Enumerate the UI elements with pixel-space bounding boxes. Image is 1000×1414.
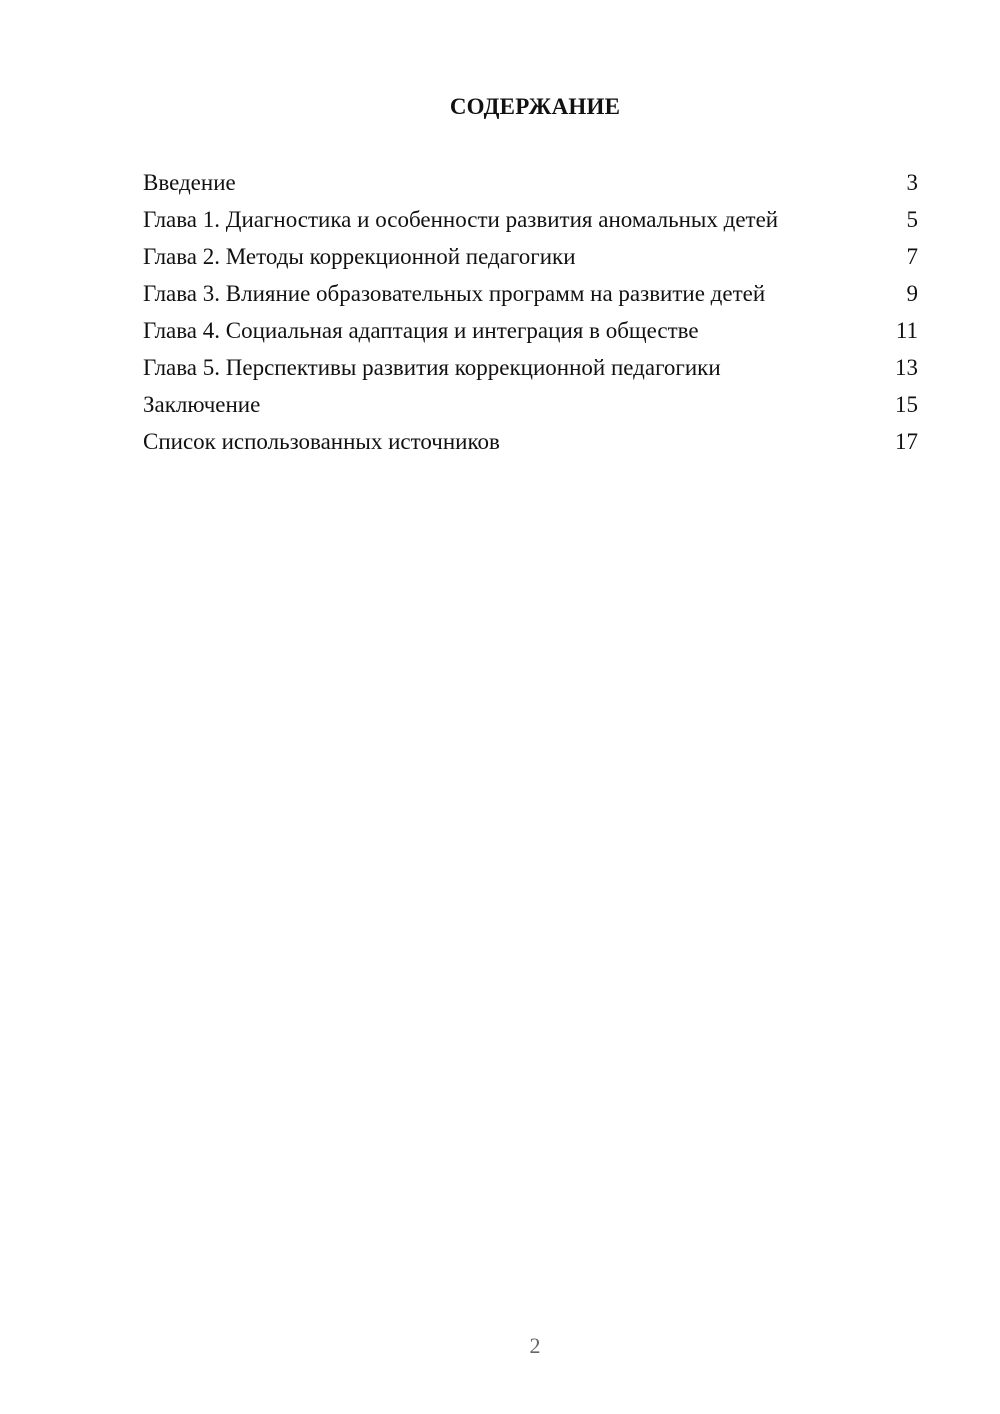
toc-entry-references[interactable] bbox=[143, 428, 918, 455]
toc-entry-title: Глава 3. Влияние образовательных программ на развитие детей bbox=[143, 281, 766, 306]
toc-entry-page: 15 bbox=[895, 392, 918, 417]
page-number: 2 bbox=[529, 1333, 541, 1358]
toc-entry-title: Глава 4. Социальная адаптация и интеграция в обществе bbox=[143, 318, 699, 343]
toc-entry-title: Глава 5. Перспективы развития коррекционной педагогики bbox=[143, 355, 721, 380]
toc-entry-page: 9 bbox=[906, 281, 918, 306]
toc-entry-page: 17 bbox=[895, 429, 918, 454]
toc-entry-title: Введение bbox=[143, 170, 236, 195]
toc-entry-page: 5 bbox=[906, 207, 918, 232]
toc-entry-title: Глава 1. Диагностика и особенности развития аномальных детей bbox=[143, 207, 779, 232]
toc-entry-title: Заключение bbox=[143, 392, 261, 417]
table-of-contents bbox=[143, 169, 918, 465]
toc-entry-introduction[interactable] bbox=[143, 169, 918, 196]
toc-entry-chapter-4[interactable] bbox=[143, 317, 918, 344]
toc-entry-chapter-3[interactable] bbox=[143, 280, 918, 307]
toc-entry-chapter-1[interactable] bbox=[143, 206, 918, 233]
toc-entry-title: Список использованных источников bbox=[143, 429, 500, 454]
toc-entry-chapter-5[interactable] bbox=[143, 354, 918, 381]
toc-entry-title: Глава 2. Методы коррекционной педагогики bbox=[143, 244, 576, 269]
toc-entry-page: 7 bbox=[906, 244, 918, 269]
toc-entry-page: 3 bbox=[906, 170, 918, 195]
toc-entry-page: 11 bbox=[895, 318, 918, 343]
toc-entry-chapter-2[interactable] bbox=[143, 243, 918, 270]
page-title: СОДЕРЖАНИЕ bbox=[449, 94, 621, 119]
toc-entry-page: 13 bbox=[895, 355, 918, 380]
toc-entry-conclusion[interactable] bbox=[143, 391, 918, 418]
